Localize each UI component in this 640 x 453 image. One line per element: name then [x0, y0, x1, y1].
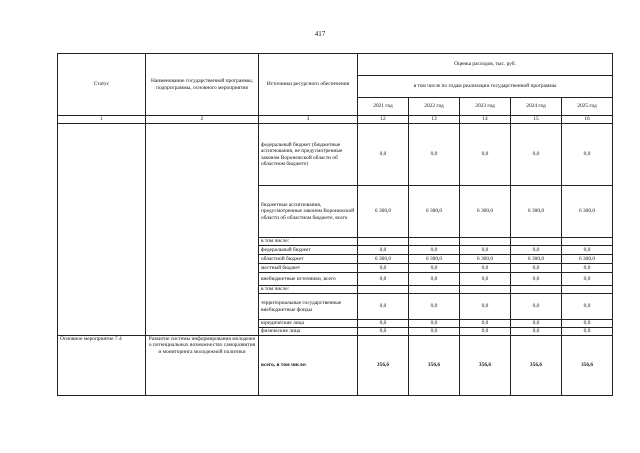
event-value: 356,6: [460, 336, 511, 396]
event-status: Основное мероприятие 7.4: [58, 336, 146, 396]
value-cell: 0,0: [409, 294, 460, 320]
value-cell: 0,0: [409, 328, 460, 336]
source-cell: юридические лица: [259, 320, 358, 328]
source-cell: бюджетные ассигнования, предусмотренные законом Воронежской области об областном бюджете, всего: [259, 186, 358, 238]
source-cell: внебюджетные источники, всего: [259, 273, 358, 286]
source-cell: местный бюджет: [259, 264, 358, 273]
column-number: 16: [562, 116, 613, 124]
value-cell: 0,0: [358, 264, 409, 273]
value-cell: [511, 286, 562, 294]
value-cell: 6 300,0: [358, 186, 409, 238]
source-cell: областной бюджет: [259, 255, 358, 264]
year-header: 2023 год: [460, 98, 511, 116]
value-cell: 6 300,0: [562, 255, 613, 264]
header-name: Наименование государственной программы, подпрограммы, основного мероприятия: [146, 54, 259, 116]
value-cell: 0,0: [562, 320, 613, 328]
value-cell: 6 300,0: [511, 255, 562, 264]
event-value: 356,6: [409, 336, 460, 396]
value-cell: 0,0: [511, 273, 562, 286]
event-value: 356,6: [511, 336, 562, 396]
value-cell: 0,0: [511, 264, 562, 273]
column-number: 3: [259, 116, 358, 124]
value-cell: 0,0: [511, 328, 562, 336]
source-cell: федеральный бюджет: [259, 246, 358, 255]
year-header: 2024 год: [511, 98, 562, 116]
value-cell: 0,0: [358, 124, 409, 186]
event-source: всего, в том числе:: [259, 336, 358, 396]
value-cell: 0,0: [358, 273, 409, 286]
source-cell: физические лица: [259, 328, 358, 336]
value-cell: [511, 238, 562, 246]
expenditure-table: [57, 53, 613, 396]
value-cell: 0,0: [562, 246, 613, 255]
event-value: 356,6: [562, 336, 613, 396]
value-cell: 6 300,0: [460, 186, 511, 238]
status-cell: [58, 124, 146, 336]
value-cell: [409, 238, 460, 246]
source-cell: территориальные государственные внебюджетные фонды: [259, 294, 358, 320]
value-cell: 0,0: [511, 246, 562, 255]
value-cell: [460, 238, 511, 246]
column-number: 2: [146, 116, 259, 124]
event-value: 356,6: [358, 336, 409, 396]
value-cell: 0,0: [358, 320, 409, 328]
value-cell: 0,0: [562, 264, 613, 273]
value-cell: 0,0: [562, 273, 613, 286]
value-cell: 0,0: [562, 124, 613, 186]
value-cell: 0,0: [409, 273, 460, 286]
value-cell: [562, 238, 613, 246]
value-cell: 6 300,0: [409, 255, 460, 264]
value-cell: 0,0: [358, 246, 409, 255]
value-cell: 0,0: [460, 273, 511, 286]
value-cell: 0,0: [562, 294, 613, 320]
value-cell: 6 300,0: [409, 186, 460, 238]
page-number: 417: [314, 30, 326, 38]
value-cell: 0,0: [358, 328, 409, 336]
value-cell: 0,0: [511, 320, 562, 328]
header-sources: Источники ресурсного обеспечения: [259, 54, 358, 116]
value-cell: 0,0: [511, 124, 562, 186]
name-cell: [146, 124, 259, 336]
value-cell: 6 300,0: [511, 186, 562, 238]
source-cell: в том числе:: [259, 286, 358, 294]
column-number: 1: [58, 116, 146, 124]
value-cell: [358, 286, 409, 294]
event-name: Развитие системы информирования молодежи о потенциальных возможностях саморазвития и мониторинга молодежной политики: [146, 336, 259, 396]
header-estimate: Оценка расходов, тыс. руб.: [358, 54, 613, 76]
value-cell: 0,0: [358, 294, 409, 320]
value-cell: 6 300,0: [460, 255, 511, 264]
year-header: 2021 год: [358, 98, 409, 116]
column-number: 12: [358, 116, 409, 124]
value-cell: 0,0: [409, 264, 460, 273]
value-cell: 0,0: [460, 246, 511, 255]
value-cell: [562, 286, 613, 294]
value-cell: 0,0: [562, 328, 613, 336]
header-by-years: в том числе по годам реализации государственной программы: [358, 76, 613, 98]
year-header: 2022 год: [409, 98, 460, 116]
table-row: [58, 124, 613, 186]
value-cell: [358, 238, 409, 246]
value-cell: [409, 286, 460, 294]
column-number: 13: [409, 116, 460, 124]
value-cell: 0,0: [460, 124, 511, 186]
column-number: 14: [460, 116, 511, 124]
header-status: Статус: [58, 54, 146, 116]
value-cell: 6 300,0: [358, 255, 409, 264]
source-cell: в том числе:: [259, 238, 358, 246]
value-cell: 0,0: [511, 294, 562, 320]
value-cell: 0,0: [460, 264, 511, 273]
value-cell: 0,0: [460, 294, 511, 320]
value-cell: 0,0: [409, 320, 460, 328]
value-cell: 6 300,0: [562, 186, 613, 238]
column-number: 15: [511, 116, 562, 124]
source-cell: федеральный бюджет (бюджетные ассигнования, не предусмотренные законом Воронежской области об областном бюджете): [259, 124, 358, 186]
event-row: [58, 336, 613, 396]
value-cell: 0,0: [409, 246, 460, 255]
value-cell: 0,0: [460, 328, 511, 336]
value-cell: 0,0: [409, 124, 460, 186]
year-header: 2025 год: [562, 98, 613, 116]
value-cell: 0,0: [460, 320, 511, 328]
value-cell: [460, 286, 511, 294]
